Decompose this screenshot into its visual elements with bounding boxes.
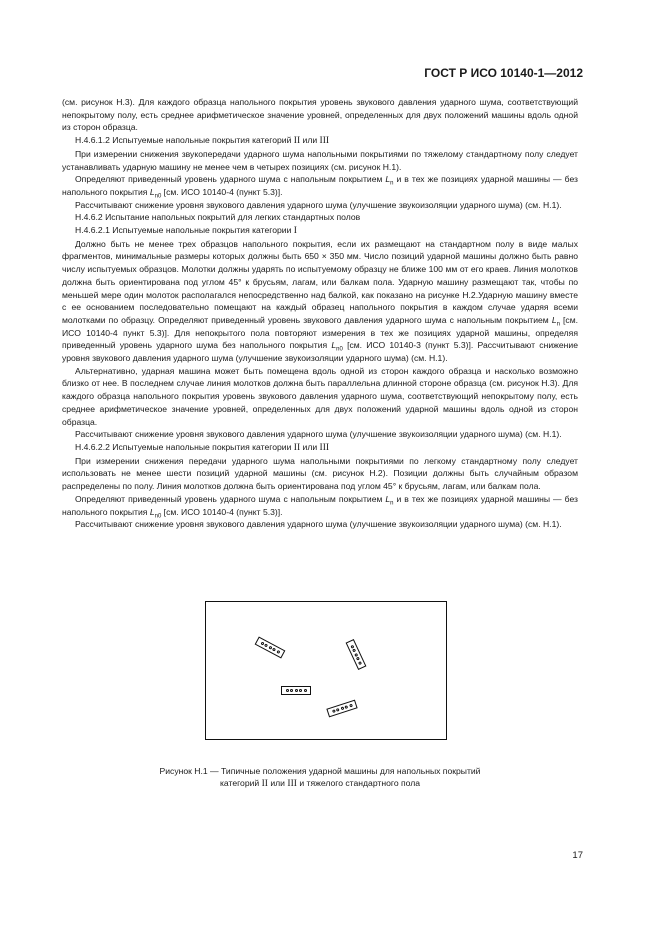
figure-caption: Рисунок Н.1 — Типичные положения ударной машины для напольных покрытий категорий II или III и тяжелого стандартного пола	[159, 766, 481, 789]
section-heading-h4622: Н.4.6.2.2 Испытуемые напольные покрытия категории II или III	[75, 441, 330, 453]
section-heading-h462: Н.4.6.2 Испытание напольных покрытий для легких стандартных полов	[75, 212, 361, 223]
tapping-machine-3	[281, 686, 311, 695]
section-heading-h4612: Н.4.6.1.2 Испытуемые напольные покрытия категорий II или III	[75, 135, 330, 147]
section-heading-h4621: Н.4.6.2.1 Испытуемые напольные покрытия категории I	[75, 225, 297, 237]
paragraph: Альтернативно, ударная машина может быть помещена вдоль одной из сторон каждого образца и насколько возможно близко от нее. В последнем случае линия молотков должна быть параллельна длинной стороне образца (см. рисунок Н.3). Для каждого образца напольного покрытия уровень звукового давления ударного шума, соответствующий непокрытому полу, есть среднее арифметическое значение уровней, определенных для двух положений ударной машины вдоль одной из сторон образца.	[62, 365, 578, 427]
document-body	[62, 96, 578, 531]
paragraph: При измерении снижения звукопередачи ударного шума напольными покрытиями по тяжелому стандартному полу следует устанавливать ударную машину не менее чем в четырех позициях (см. рисунок Н.1).	[62, 148, 578, 172]
tapping-machine-4	[326, 700, 357, 718]
paragraph: Определяют приведенный уровень ударного шума с напольным покрытием $L_n$ и в тех же позициях ударной машины — без напольного покрытия $L_{n0}$ [см. ИСО 10140-4 (пункт 5.3)].	[62, 493, 578, 520]
page-number: 17	[572, 850, 583, 861]
tapping-machine-1	[255, 636, 286, 658]
paragraph: (см. рисунок Н.3). Для каждого образца напольного покрытия уровень звукового давления ударного шума, соответствующий непокрытому полу, есть среднее арифметическое значение уровней, определенных для двух положений машины вдоль одной из сторон образца.	[62, 97, 578, 133]
paragraph: Рассчитывают снижение уровня звукового давления ударного шума (улучшение звукоизоляции ударного шума) (см. Н.1).	[75, 199, 562, 210]
paragraph: Рассчитывают снижение уровня звукового давления ударного шума (улучшение звукоизоляции ударного шума) (см. Н.1).	[75, 519, 562, 530]
paragraph: Определяют приведенный уровень ударного шума с напольным покрытием $L_n$ и в тех же позициях ударной машины — без напольного покрытия $L_{n0}$ [см. ИСО 10140-4 (пункт 5.3)].	[62, 174, 578, 200]
paragraph: При измерении снижения передачи ударного шума напольными покрытиями по легкому стандартному полу следует использовать не менее шести позиций ударной машины (см. рисунок Н.2). Позиции должны быть случайным образом распределены по полу. Линия молотков должна быть ориентирована под углом 45° к брусьям, лагам, или балкам пола.	[62, 455, 578, 492]
paragraph: Должно быть не менее трех образцов напольного покрытия, если их размещают на стандартном полу в виде малых фрагментов, минимальные размеры которых должны быть 650 × 350 мм. Число позиций ударной машины должно быть равно числу испытуемых образцов. Молотки должны ударять по испытуемому образцу не ближе 100 мм от его краев. Линия молотков должна быть ориентирована под углом 45° к брусьям, лагам, или балкам пола. Ударную машину размещают так, чтобы по меньшей мере один молоток располагался непосредственно над балкой, как показано на рисунке Н.2.Ударную машину вместе с ее основанием последовательно помещают на каждый образец напольного покрытия в каждом случае ударяя всеми молотками по образцу. Определяют приведенный уровень звукового давления ударного шума с напольным покрытием $L_n$ [см. ИСО 10140-4 пункт 5.3)]. Для непокрытого пола повторяют измерения в тех же позициях ударной машины, определяя приведенный уровень ударного шума без напольного покрытия $L_{n0}$ [см. ИСО 10140-3 (пункт 5.3)]. Рассчитывают снижение уровня звукового давления ударного шума (улучшение звукоизоляции ударного шума) (см. Н.1).	[62, 238, 579, 364]
document-header: ГОСТ Р ИСО 10140-1—2012	[424, 66, 583, 80]
tapping-machine-2	[346, 639, 367, 670]
figure-h1-floor-diagram	[205, 601, 447, 740]
paragraph: Рассчитывают снижение уровня звукового давления ударного шума (улучшение звукоизоляции ударного шума) (см. Н.1).	[75, 429, 562, 440]
